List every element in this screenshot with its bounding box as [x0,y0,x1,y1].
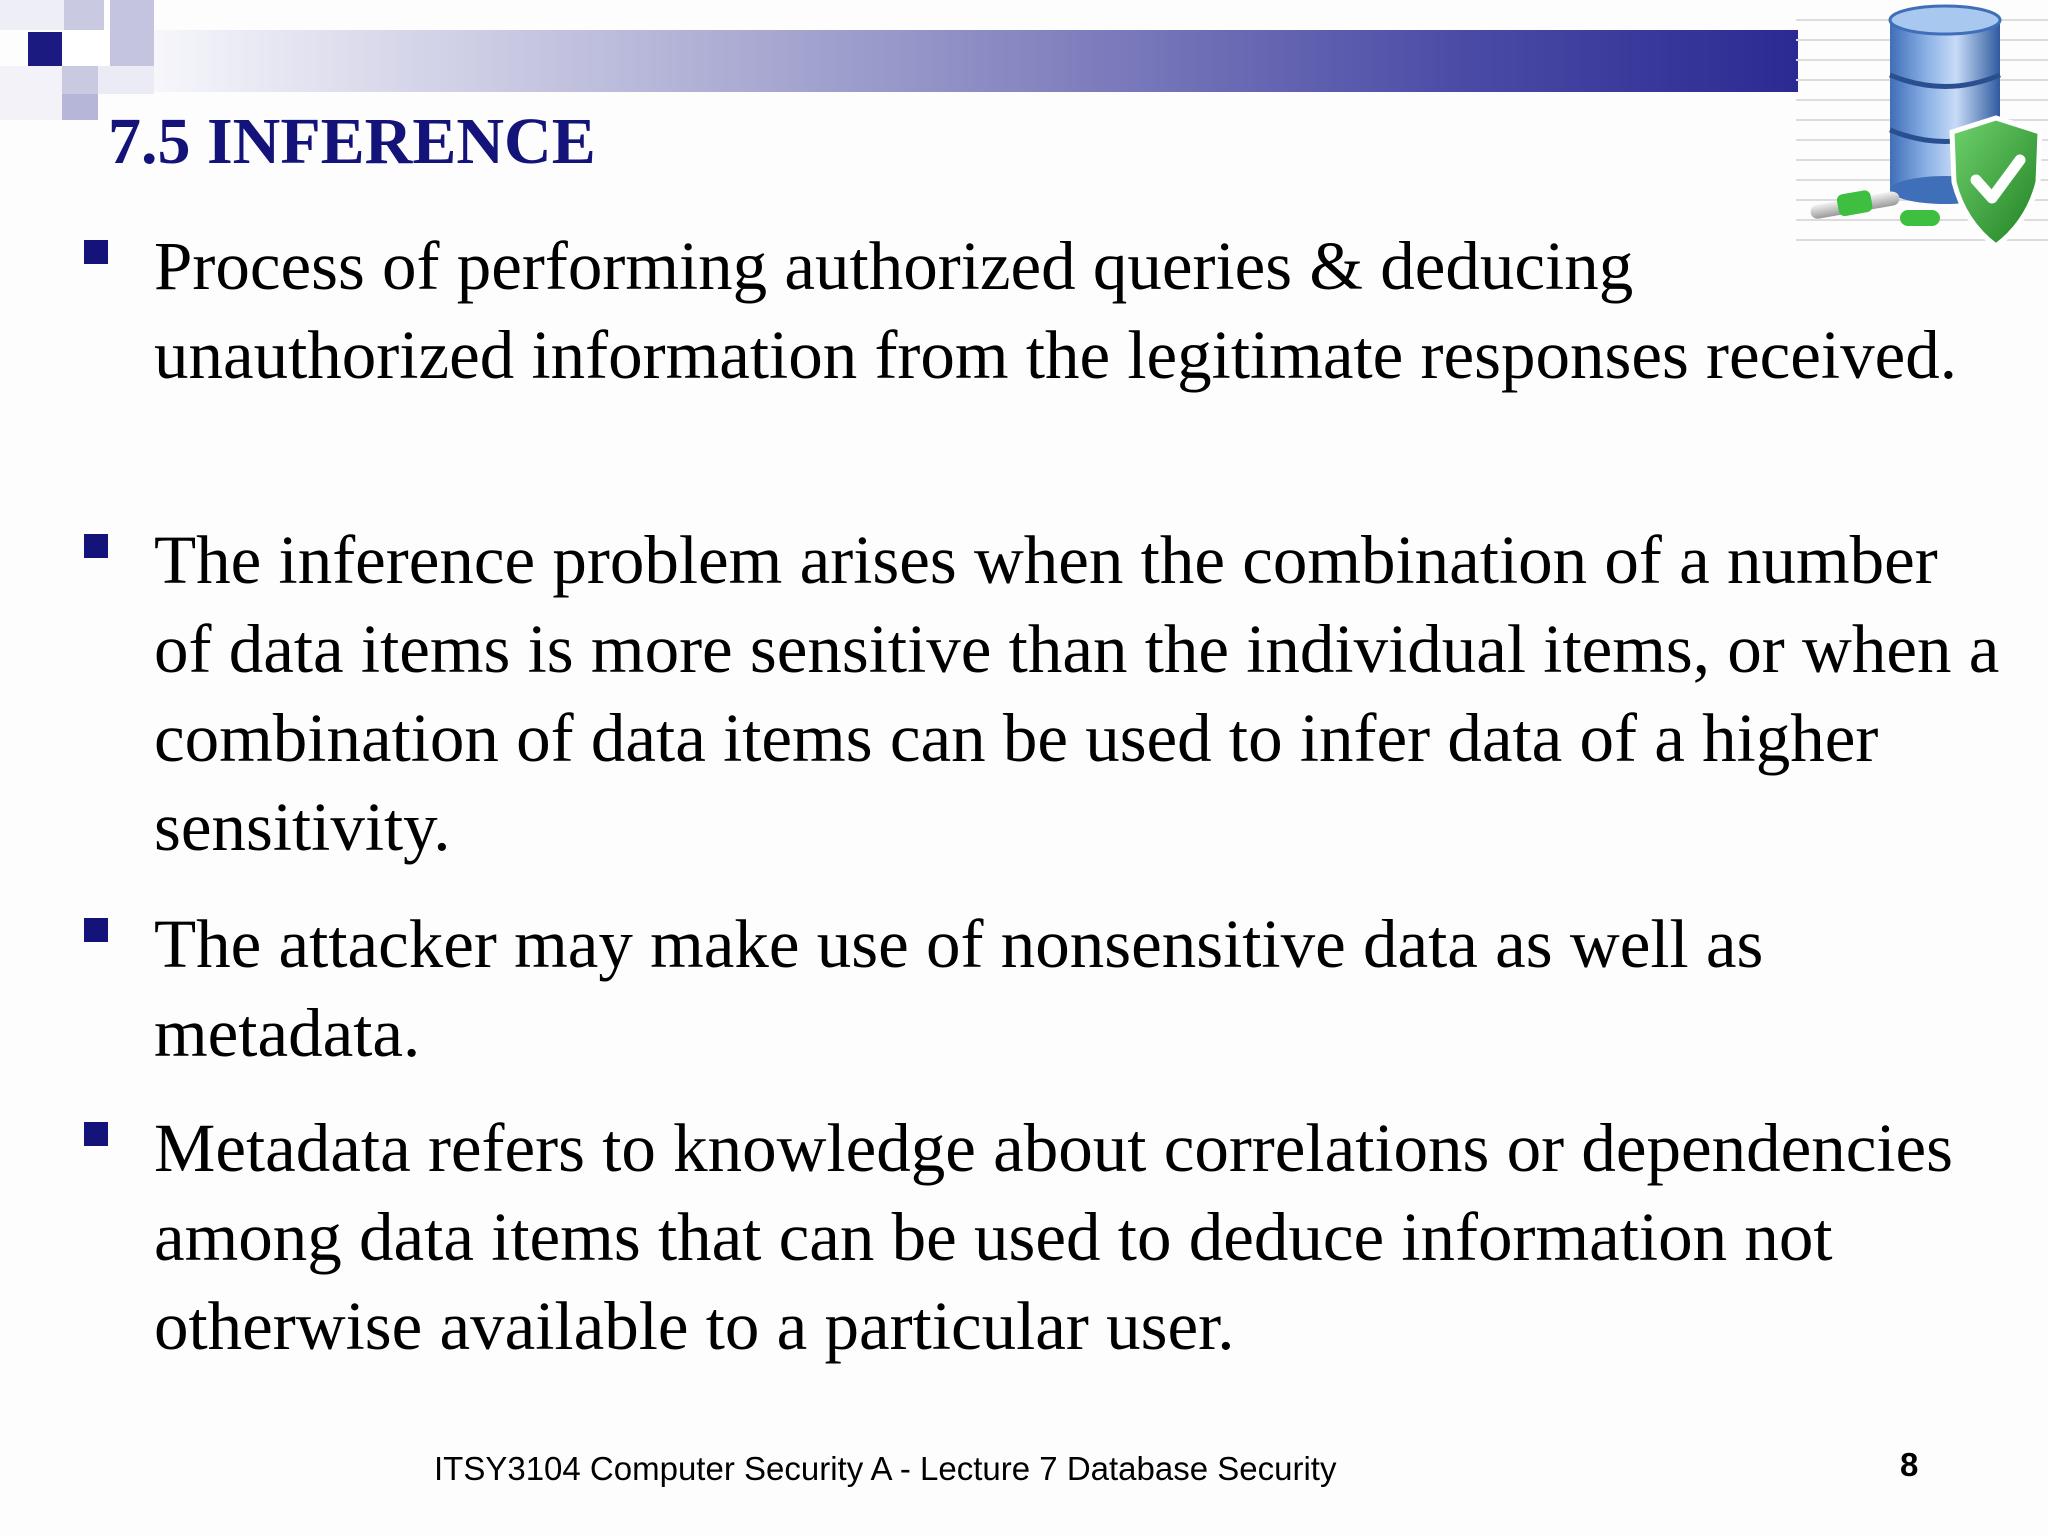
decor-square [62,94,98,120]
slide-title: 7.5 INFERENCE [108,105,596,178]
slide-footer: ITSY3104 Computer Security A - Lecture 7 Database Security [434,1450,1337,1487]
decor-square [110,0,154,66]
decor-square [98,66,154,94]
decor-square [64,0,104,30]
decor-square [0,66,62,120]
bullet-text: The inference problem arises when the combination of a number of data items is more sensitive than the individual items, or when a combination of data items can be used to infer data of a higher sensitivity. [154,522,2000,865]
bullet-text: Process of performing authorized queries & deducing unauthorized information from the legitimate responses received. [154,228,1957,393]
decor-square [28,32,62,66]
square-bullet-icon [84,534,108,558]
decor-square [0,0,64,30]
page-number: 8 [1900,1446,1919,1483]
bullet-text: The attacker may make use of nonsensitive data as well as metadata. [154,906,1764,1071]
square-bullet-icon [84,240,108,264]
square-bullet-icon [84,918,108,942]
decor-square [62,66,98,94]
database-shield-icon [1796,0,2048,250]
decor-square [64,30,110,66]
header-gradient-bar [154,30,1798,92]
square-bullet-icon [84,1122,108,1146]
bullet-text: Metadata refers to knowledge about correlations or dependencies among data items that can be used to deduce information not otherwise available to a particular user. [154,1110,1954,1364]
